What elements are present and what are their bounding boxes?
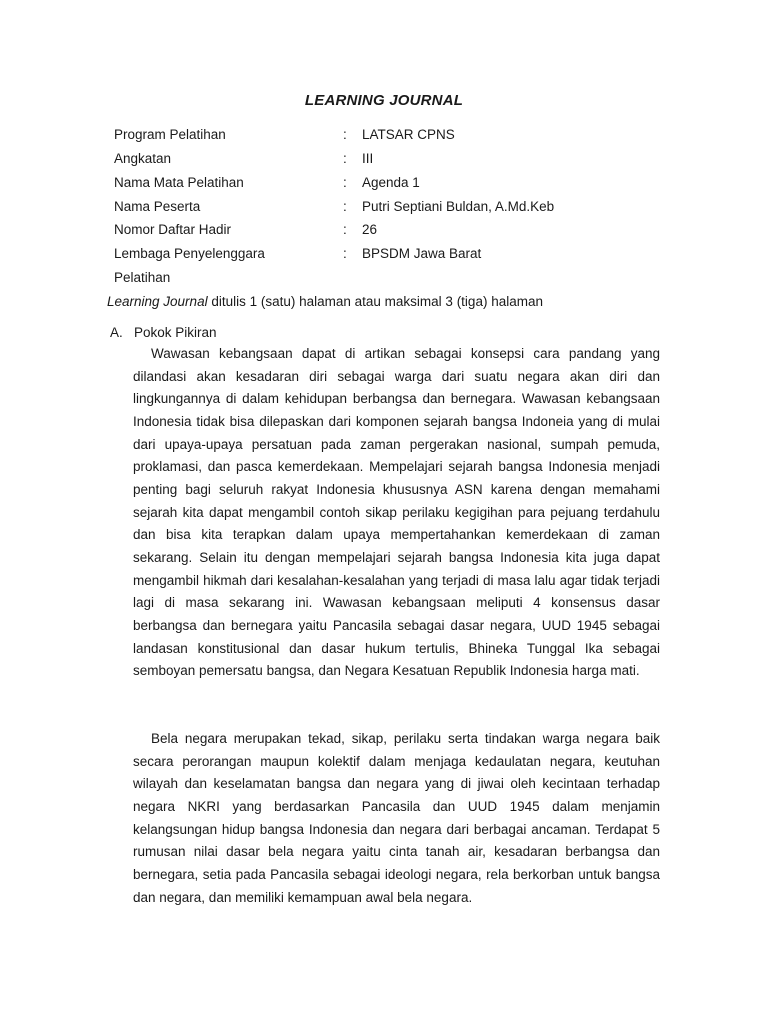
info-label: Nama Peserta xyxy=(114,199,201,214)
info-label: Angkatan xyxy=(114,151,172,166)
info-value: Putri Septiani Buldan, A.Md.Keb xyxy=(362,199,555,214)
info-value: III xyxy=(362,151,374,166)
page-title: LEARNING JOURNAL xyxy=(304,92,464,109)
info-row-program xyxy=(0,124,768,146)
section-letter: A. xyxy=(110,325,123,340)
info-value: LATSAR CPNS xyxy=(362,127,455,142)
info-colon: : xyxy=(343,175,347,190)
paragraph-wawasan-kebangsaan: Wawasan kebangsaan dapat di artikan sebagai konsepsi cara pandang yang dilandasi akan kesadaran diri sebagai warga dari suatu negara akan diri dan lingkungannya di dalam kehidupan berbangsa dan bernegara. Wawasan kebangsaan Indonesia tidak bisa dilepaskan dari komponen sejarah bangsa Indoneia yang di mulai dari upaya-upaya persatuan pada zaman pergerakan nasional, sumpah pemuda, proklamasi, dan pasca kemerdekaan. Mempelajari sejarah bangsa Indonesia menjadi penting bagi seluruh rakyat Indonesia khususnya ASN karena dengan memahami sejarah kita dapat mengambil contoh sikap perilaku kegigihan para pejuang terdahulu dan bisa kita terapkan dalam upaya mempertahankan kemerdekaan di zaman sekarang. Selain itu dengan mempelajari sejarah bangsa Indonesia kita juga dapat mengambil hikmah dari kesalahan-kesalahan yang terjadi di masa lalu agar tidak terjadi lagi di masa sekarang ini. Wawasan kebangsaan meliputi 4 konsensus dasar berbangsa dan bernegara yaitu Pancasila sebagai dasar negara, UUD 1945 sebagai landasan konstitusional dan dasar hukum tertulis, Bhineka Tunggal Ika sebagai semboyan pemersatu bangsa, dan Negara Kesatuan Republik Indonesia harga mati. xyxy=(133,346,660,679)
info-colon: : xyxy=(343,246,347,261)
info-value: 26 xyxy=(362,222,378,237)
info-label: Nomor Daftar Hadir xyxy=(114,222,232,237)
info-value: Agenda 1 xyxy=(362,175,420,190)
info-row-nama-peserta xyxy=(0,196,768,218)
section-title: Pokok Pikiran xyxy=(134,325,217,340)
paragraph-bela-negara: Bela negara merupakan tekad, sikap, perilaku serta tindakan warga negara baik secara perorangan maupun kolektif dalam menjaga kedaulatan negara, keutuhan wilayah dan keselamatan bangsa dan negara yang di jiwai oleh kecintaan terhadap negara NKRI yang berdasarkan Pancasila dan UUD 1945 dalam menjamin kelangsungan hidup bangsa Indonesia dan negara dari berbagai ancaman. Terdapat 5 rumusan nilai dasar bela negara yaitu cinta tanah air, kesadaran berbangsa dan bernegara, setia pada Pancasila sebagai ideologi negara, rela berkorban untuk bangsa dan negara, dan memiliki kemampuan awal bela negara. xyxy=(133,731,660,905)
section-heading xyxy=(110,324,217,342)
info-label-continuation: Pelatihan xyxy=(114,270,171,285)
info-row-daftar-hadir xyxy=(0,219,768,241)
note-text: ditulis 1 (satu) halaman atau maksimal 3 (tiga) halaman xyxy=(207,294,543,309)
journal-note xyxy=(107,293,543,311)
info-value: BPSDM Jawa Barat xyxy=(362,246,482,261)
info-colon: : xyxy=(343,199,347,214)
info-row-lembaga xyxy=(0,243,768,265)
info-label: Lembaga Penyelenggara xyxy=(114,246,265,261)
info-row-angkatan xyxy=(0,148,768,170)
note-italic: Learning Journal xyxy=(107,294,208,309)
info-colon: : xyxy=(343,222,347,237)
info-colon: : xyxy=(343,127,347,142)
info-colon: : xyxy=(343,151,347,166)
info-row-mata-pelatihan xyxy=(0,172,768,194)
info-label: Nama Mata Pelatihan xyxy=(114,175,244,190)
info-label: Program Pelatihan xyxy=(114,127,226,142)
